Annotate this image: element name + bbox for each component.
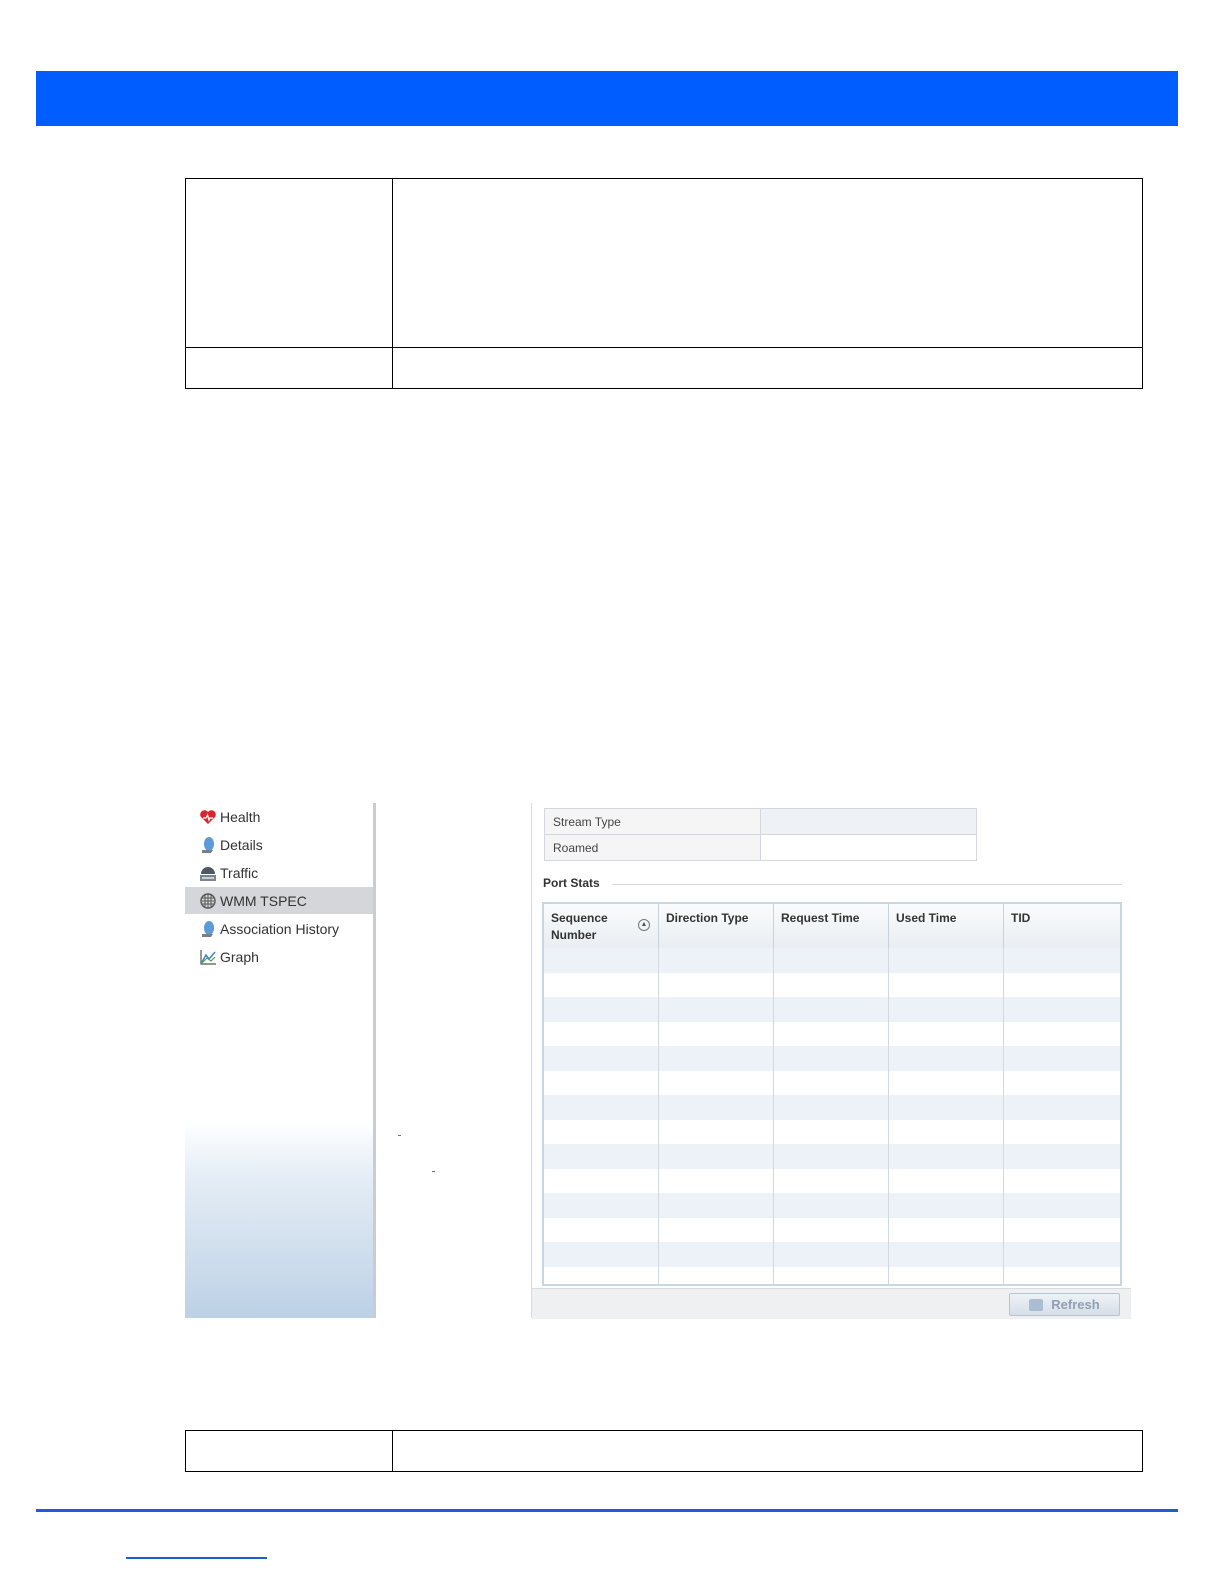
wmm-tspec-panel [531, 803, 1130, 1318]
table-header [544, 904, 1120, 949]
footer-link-underline[interactable] [126, 1557, 267, 1559]
column-header-label: Used Time [896, 911, 957, 925]
table-cell [544, 1095, 659, 1120]
table-cell [393, 348, 1143, 389]
info-value [761, 835, 977, 861]
table-cell [1004, 1071, 1120, 1096]
table-cell [889, 1046, 1004, 1071]
table-cell [544, 1022, 659, 1047]
table-cell [659, 1144, 774, 1169]
table-row[interactable] [544, 973, 1120, 998]
table-cell [1004, 1022, 1120, 1047]
graph-icon [199, 948, 217, 966]
table-row[interactable] [544, 1071, 1120, 1096]
table-cell [1004, 1095, 1120, 1120]
table-cell [774, 1218, 889, 1243]
sort-icon[interactable]: ▲ [638, 919, 650, 931]
sidebar-item-association-history[interactable] [185, 915, 373, 942]
sidebar-item-label: Traffic [220, 864, 259, 881]
association-history-icon [199, 920, 217, 938]
table-cell [659, 997, 774, 1022]
table-cell [544, 1218, 659, 1243]
table-row[interactable] [544, 1242, 1120, 1267]
table-cell [186, 179, 393, 348]
table-cell [774, 1046, 889, 1071]
table-cell [1004, 1046, 1120, 1071]
column-header-used-time[interactable] [889, 904, 1004, 948]
table-cell [774, 1242, 889, 1267]
table-cell [393, 179, 1143, 348]
table-cell [889, 997, 1004, 1022]
refresh-icon [1029, 1299, 1043, 1311]
section-divider [612, 884, 1122, 885]
table-cell [1004, 1267, 1120, 1287]
table-cell [659, 948, 774, 973]
wmm-tspec-icon [199, 892, 217, 910]
info-row-stream-type [545, 809, 977, 835]
table-cell [774, 1193, 889, 1218]
table-row[interactable] [544, 948, 1120, 973]
table-cell [659, 1169, 774, 1194]
table-cell [774, 997, 889, 1022]
table-cell [659, 973, 774, 998]
table-row[interactable] [544, 1120, 1120, 1145]
refresh-button[interactable] [1009, 1293, 1120, 1316]
table-cell [186, 348, 393, 389]
sidebar-item-health[interactable] [185, 803, 373, 830]
panel-footer [532, 1288, 1131, 1319]
table-row[interactable] [544, 1046, 1120, 1071]
table-cell [774, 1022, 889, 1047]
info-label: Stream Type [545, 809, 761, 835]
table-cell [889, 1267, 1004, 1287]
table-cell [774, 1095, 889, 1120]
table-cell [659, 1193, 774, 1218]
port-stats-table [542, 902, 1122, 1286]
table-cell [889, 1120, 1004, 1145]
table-cell [1004, 948, 1120, 973]
table-cell [544, 997, 659, 1022]
table-cell [544, 1242, 659, 1267]
table-cell [1004, 1120, 1120, 1145]
table-cell [889, 1169, 1004, 1194]
table-cell [544, 1120, 659, 1145]
table-cell [544, 1169, 659, 1194]
table-cell [889, 1144, 1004, 1169]
column-header-sequence-number[interactable] [544, 904, 659, 948]
table-cell [889, 1242, 1004, 1267]
table-cell [1004, 1144, 1120, 1169]
table-cell [1004, 973, 1120, 998]
traffic-icon [199, 864, 217, 882]
table-cell [774, 1144, 889, 1169]
column-header-label: Direction Type [666, 911, 749, 925]
table-cell [544, 973, 659, 998]
port-stats-title: Port Stats [543, 876, 600, 890]
sidebar-item-wmm-tspec[interactable] [185, 887, 373, 914]
table-cell [889, 1071, 1004, 1096]
artifact-mark [398, 1135, 401, 1136]
table-cell [889, 1218, 1004, 1243]
table-cell [1004, 1193, 1120, 1218]
table-cell [659, 1218, 774, 1243]
health-icon [199, 808, 217, 826]
table-cell [774, 973, 889, 998]
table-cell [659, 1242, 774, 1267]
table-cell [659, 1022, 774, 1047]
table-cell [889, 1193, 1004, 1218]
table-cell [774, 948, 889, 973]
table-cell [889, 1095, 1004, 1120]
column-header-label: TID [1011, 911, 1031, 925]
table-cell [544, 1071, 659, 1096]
table-row[interactable] [544, 1193, 1120, 1218]
sidebar-item-label: Graph [220, 948, 259, 965]
info-label: Roamed [545, 835, 761, 861]
table-cell [774, 1169, 889, 1194]
column-header-tid[interactable] [1004, 904, 1120, 948]
table-cell [544, 948, 659, 973]
sidebar-item-label: Health [220, 808, 261, 825]
table-cell [1004, 1218, 1120, 1243]
details-icon [199, 836, 217, 854]
table-row[interactable] [544, 1095, 1120, 1120]
table-cell [659, 1046, 774, 1071]
sidebar-item-label: Details [220, 836, 263, 853]
table-cell [889, 973, 1004, 998]
sidebar [185, 803, 376, 1318]
table-cell [889, 1022, 1004, 1047]
sidebar-item-traffic[interactable] [185, 859, 373, 886]
description-table-bottom [185, 1430, 1143, 1472]
sidebar-item-graph[interactable] [185, 943, 373, 970]
table-cell [659, 1095, 774, 1120]
sidebar-item-label: Association History [220, 920, 340, 937]
table-row[interactable] [544, 1218, 1120, 1243]
table-row[interactable] [544, 997, 1120, 1022]
column-header-label: Sequence Number [551, 911, 608, 942]
column-header-label: Request Time [781, 911, 860, 925]
top-banner [36, 71, 1178, 126]
content-gap [376, 803, 531, 1318]
table-cell [544, 1267, 659, 1287]
table-row[interactable] [544, 1144, 1120, 1169]
info-value [761, 809, 977, 835]
footer-rule [36, 1509, 1178, 1512]
table-row[interactable] [544, 1169, 1120, 1194]
table-cell [659, 1071, 774, 1096]
table-cell [544, 1046, 659, 1071]
table-cell [774, 1267, 889, 1287]
info-row-roamed [545, 835, 977, 861]
column-header-direction-type[interactable] [659, 904, 774, 948]
client-info-table [544, 808, 977, 861]
table-body [544, 948, 1120, 1284]
column-header-request-time[interactable] [774, 904, 889, 948]
table-cell [774, 1071, 889, 1096]
refresh-button-label: Refresh [1051, 1297, 1100, 1312]
table-cell [393, 1431, 1143, 1472]
table-cell [544, 1193, 659, 1218]
table-row[interactable] [544, 1267, 1120, 1287]
sidebar-item-label: WMM TSPEC [220, 892, 307, 909]
table-cell [1004, 997, 1120, 1022]
table-cell [1004, 1242, 1120, 1267]
table-cell [774, 1120, 889, 1145]
table-cell [659, 1120, 774, 1145]
table-row[interactable] [544, 1022, 1120, 1047]
table-cell [659, 1267, 774, 1287]
sidebar-item-details[interactable] [185, 831, 373, 858]
table-cell [1004, 1169, 1120, 1194]
artifact-mark [432, 1171, 435, 1172]
table-cell [186, 1431, 393, 1472]
description-table-top [185, 178, 1143, 389]
table-cell [889, 948, 1004, 973]
table-cell [544, 1144, 659, 1169]
wmm-tspec-screenshot [185, 803, 1130, 1318]
